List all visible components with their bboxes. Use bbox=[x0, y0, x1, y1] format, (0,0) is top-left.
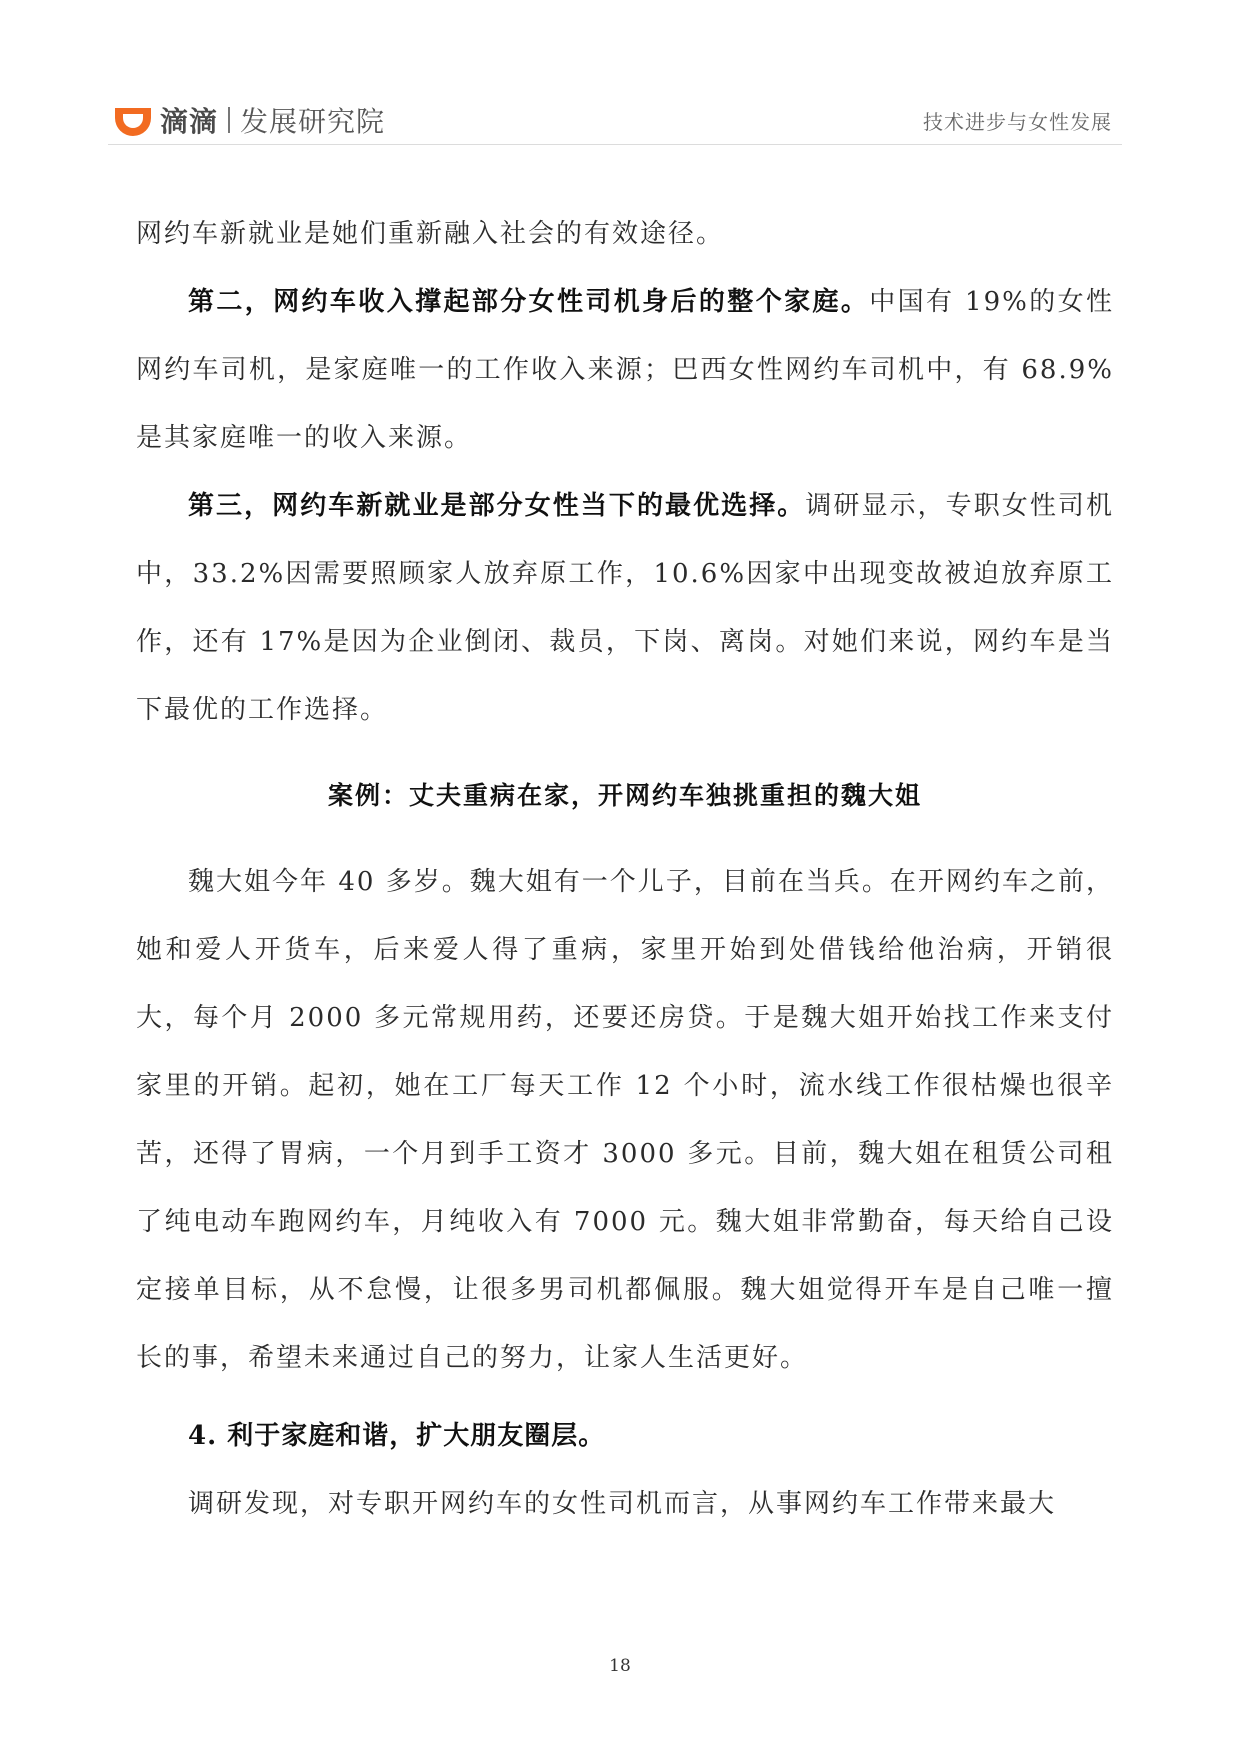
paragraph-3-text: 调研显示，专职女性司机中，33.2%因需要照顾家人放弃原工作，10.6%因家中出现变故被迫放弃原工作，还有 17%是因为企业倒闭、裁员，下岗、离岗。对她们来说，网约车是当下最优的工作选择。 bbox=[136, 491, 1114, 725]
paragraph-2-text: 中国有 19%的女性网约车司机，是家庭唯一的工作收入来源；巴西女性网约车司机中，有 68.9%是其家庭唯一的收入来源。 bbox=[136, 287, 1114, 453]
case-title: 案例：丈夫重病在家，开网约车独挑重担的魏大姐 bbox=[327, 781, 922, 810]
logo-divider bbox=[228, 107, 230, 133]
case-body: 魏大姐今年 40 多岁。魏大姐有一个儿子，目前在当兵。在开网约车之前，她和爱人开货车，后来爱人得了重病，家里开始到处借钱给他治病，开销很大，每个月 2000 多元常规用药，还要还房贷。于是魏大姐开始找工作来支付家里的开销。起初，她在工厂每天工作 12 个小时，流水线工作很枯燥也很辛苦，还得了胃病，一个月到手工资才 3000 多元。目前，魏大姐在租赁公司租了纯电动车跑网约车，月纯收入有 7000 元。魏大姐非常勤奋，每天给自己设定接单目标，从不怠慢，让很多男司机都佩服。魏大姐觉得开车是自己唯一擅长的事，希望未来通过自己的努力，让家人生活更好。 bbox=[136, 867, 1114, 1373]
section-4-heading: 4. 利于家庭和谐，扩大朋友圈层。 bbox=[188, 1421, 606, 1451]
page-body bbox=[136, 200, 1114, 1538]
paragraph-2-lead: 第二，网约车收入撑起部分女性司机身后的整个家庭。 bbox=[188, 287, 870, 317]
page-number: 18 bbox=[609, 1656, 631, 1676]
section-4-text: 调研发现，对专职开网约车的女性司机而言，从事网约车工作带来最大 bbox=[188, 1489, 1057, 1519]
page-header bbox=[108, 92, 1122, 145]
paragraph-3 bbox=[136, 472, 1114, 744]
report-title: 技术进步与女性发展 bbox=[923, 110, 1112, 134]
paragraph-2 bbox=[136, 268, 1114, 472]
paragraph-1: 网约车新就业是她们重新融入社会的有效途径。 bbox=[136, 219, 725, 249]
didi-logo-icon bbox=[112, 102, 154, 138]
brand-subtitle: 发展研究院 bbox=[240, 105, 386, 138]
brand-name: 滴滴 bbox=[160, 105, 219, 138]
didi-logo bbox=[112, 100, 385, 140]
paragraph-3-lead: 第三，网约车新就业是部分女性当下的最优选择。 bbox=[188, 491, 806, 521]
